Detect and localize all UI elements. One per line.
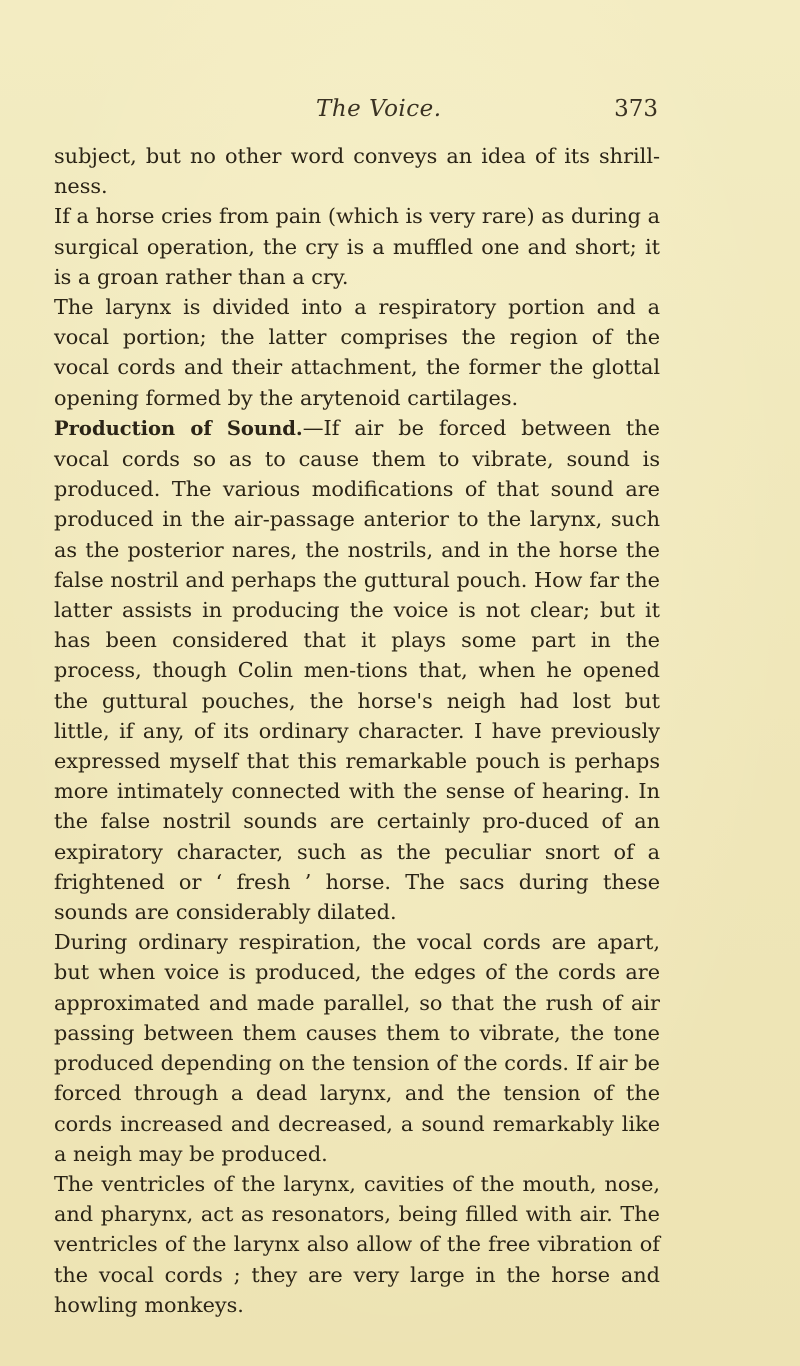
paragraph xyxy=(54,292,660,413)
paragraph xyxy=(54,1169,660,1320)
paragraph-text: During ordinary respiration, the vocal cords are apart, but when voice is produced, the edges of the cords are approximated and made parallel, so that the rush of air passing between them causes them to vibrate, the tone produced depending on the tension of the cords. If air be forced through a dead larynx, and the tension of the cords increased and decreased, a sound remarkably like a neigh may be produced. xyxy=(54,930,660,1166)
running-title: The Voice. xyxy=(316,96,442,122)
paragraph xyxy=(54,927,660,1169)
paragraph-text: The ventricles of the larynx, cavities of the mouth, nose, and pharynx, act as resonators, being filled with air. The ventricles of the larynx also allow of the free vibration of the vocal cords ; they are very large in the horse and howling monkeys. xyxy=(54,1171,660,1317)
paragraph xyxy=(54,141,660,201)
body-text xyxy=(54,141,660,1320)
paragraph xyxy=(54,201,660,292)
paragraph-text: If a horse cries from pain (which is very rare) as during a surgical operation, the cry is a muffled one and short; it is a groan rather than a cry. xyxy=(54,204,660,289)
paragraph xyxy=(54,413,660,927)
paragraph-text: —If air be forced between the vocal cords so as to cause them to vibrate, sound is produced. The various modifications of that sound are produced in the air-passage anterior to the larynx, such as the posterior nares, the nostrils, and in the horse the false nostril and perhaps the guttural pouch. How far the latter assists in producing the voice is not clear; but it has been considered that it plays some part in the process, though Colin men-tions that, when he opened the guttural pouches, the horse's neigh had lost but little, if any, of its ordinary character. I have previously expressed myself that this remarkable pouch is perhaps more intimately connected with the sense of hearing. In the false nostril sounds are certainly pro-duced of an expiratory character, such as the peculiar snort of a frightened or ‘ fresh ’ horse. The sacs during these sounds are considerably dilated. xyxy=(54,415,660,925)
page-number: 373 xyxy=(614,96,658,122)
section-heading: Production of Sound. xyxy=(54,416,303,440)
running-head xyxy=(0,96,800,128)
paragraph-text: The larynx is divided into a respiratory portion and a vocal portion; the latter comprises the region of the vocal cords and their attachment, the former the glottal opening formed by the arytenoid cartilages. xyxy=(54,295,660,410)
paragraph-text: subject, but no other word conveys an idea of its shrill-ness. xyxy=(54,144,660,199)
